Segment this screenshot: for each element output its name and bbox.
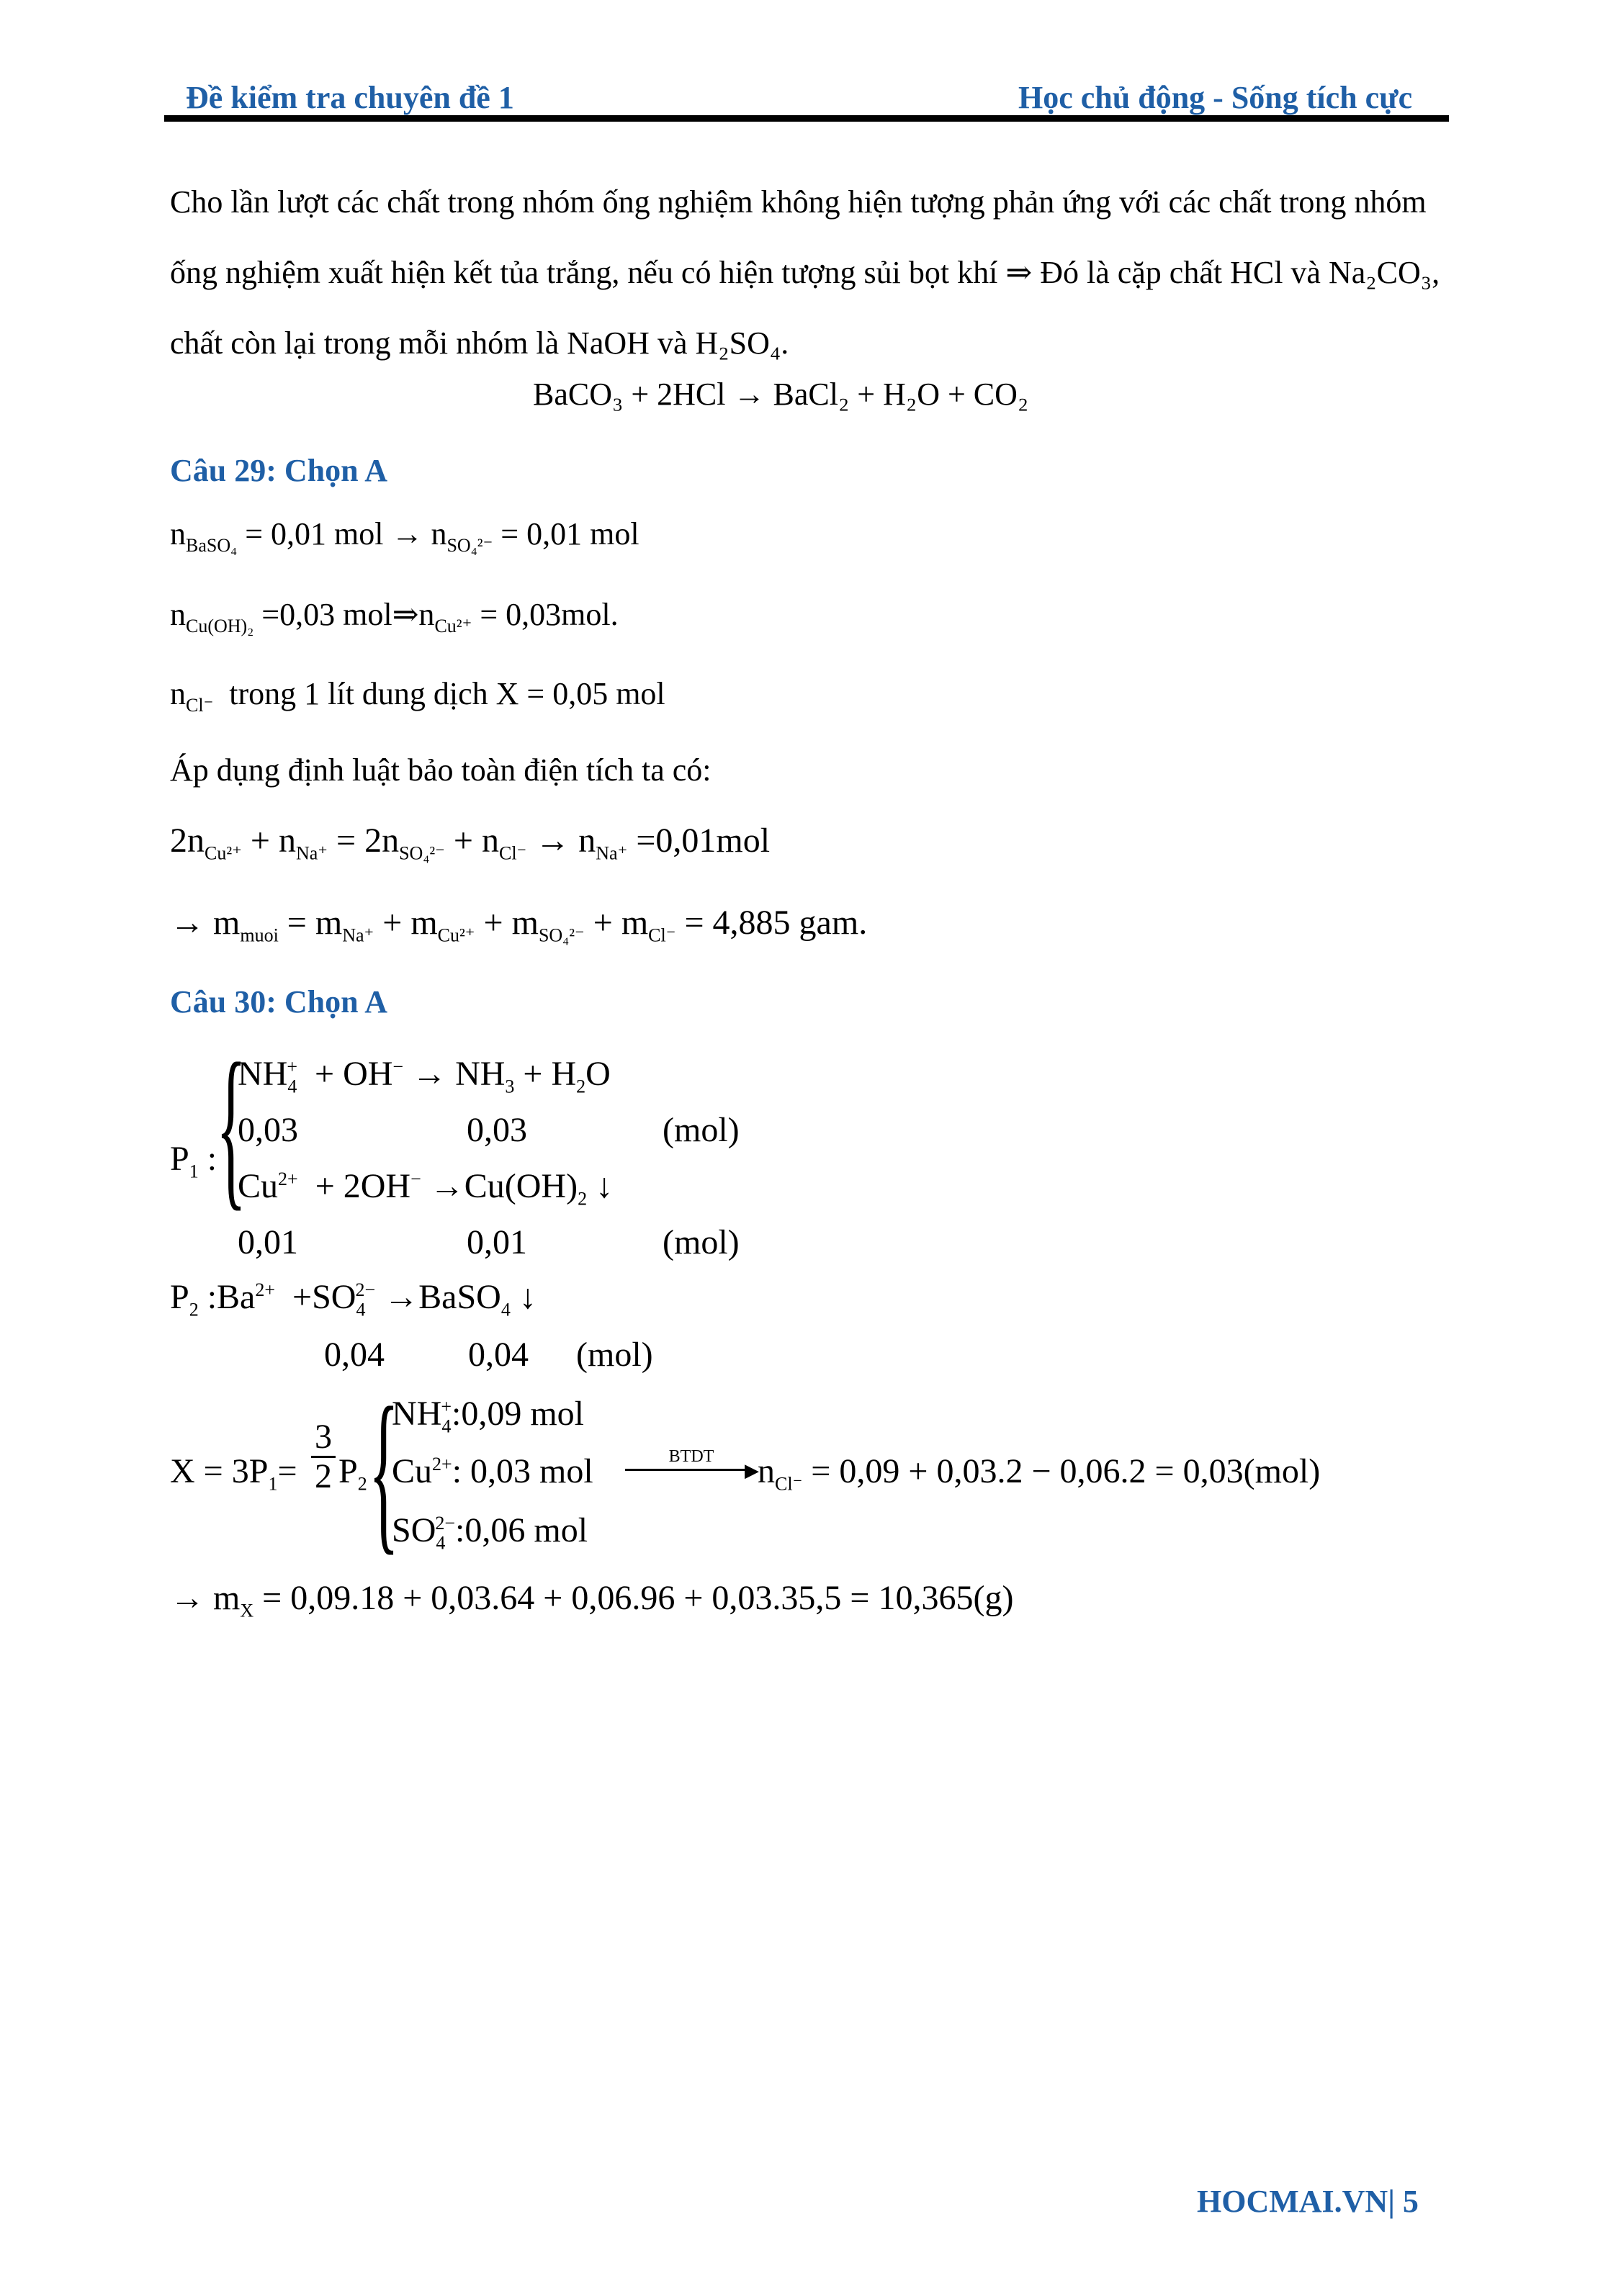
q29-line-5: $2n_{Cu^{2+}} + n_{Na^+} = 2n_{SO_4^{2-}} + n_{Cl^-} \to n_{Na^+} =0,01mol$ — [170, 821, 771, 864]
p1-row-1: $NH_4^+ + OH^- \to NH_3 + H_2O$ — [238, 1055, 611, 1097]
p1-row-2-b: 0,03 — [467, 1111, 527, 1149]
q29-l2b-value: 0,03mol. — [506, 597, 619, 632]
fraction-denominator: 2 — [315, 1457, 332, 1495]
q29-line-4: Áp dụng định luật bảo toàn điện tích ta có: — [170, 752, 712, 788]
intro-na2co3: Na₂CO₃ — [1328, 255, 1432, 290]
q29-l1-value: 0,01 mol — [271, 516, 384, 552]
intro-text-1: Cho lần lượt các chất trong nhóm ống nghiệm không hiện tượng phản ứng với các chất trong nhóm ống nghiệm xuất hiện kết tủa trắng, nếu có hiện tượng sủi bọt khí ⇒ Đó là cặp chất HCl và — [170, 184, 1427, 290]
footer — [1197, 2183, 1419, 2220]
q29-line-3: $n_{Cl^-}$ trong 1 lít dung dịch X = 0,05 mol — [170, 676, 665, 716]
mx-line: → $m_X = 0,09.18 + 0,03.64 + 0,06.96 + 0,03.35,5 = 10,365(g)$ — [170, 1579, 1014, 1621]
header-rule — [164, 115, 1449, 122]
q30-heading: Câu 30: Chọn A — [170, 984, 387, 1019]
x-brace: { — [369, 1371, 399, 1570]
x-nh4-value: :0,09 mol — [452, 1395, 585, 1433]
intro-equation: BaCO₃ + 2HCl → BaCl₂ + H₂O + CO₂ — [533, 377, 1029, 412]
x-so4-value: :0,06 mol — [455, 1511, 588, 1549]
q29-l1b-value: 0,01 mol — [526, 516, 639, 552]
intro-text-3: . — [781, 325, 789, 361]
p1-label: $P_1$ : — [170, 1140, 217, 1182]
x-row-nh4: $NH_4^+:0,09$ mol — [392, 1395, 585, 1437]
p1-row-4-b: 0,01 — [467, 1223, 527, 1261]
q29-l5-value: 0,01mol — [655, 821, 771, 860]
footer-separator: | — [1388, 2184, 1395, 2219]
x-row-so4: $SO_4^{2-}:0,06$ mol — [392, 1511, 588, 1554]
x-label: $X = 3P_1=$ — [170, 1452, 297, 1495]
fraction-numerator: 3 — [315, 1418, 332, 1456]
q29-l3-text: trong 1 lít dung dịch X = 0,05 mol — [229, 676, 665, 711]
x-row-cu: $Cu^{2+}$: 0,03 mol — [392, 1452, 593, 1490]
header-left-title: Đề kiểm tra chuyên đề 1 — [186, 80, 514, 115]
header-right-slogan: Học chủ động - Sống tích cực — [1018, 80, 1413, 115]
btdt-arrow-head: ▶ — [745, 1460, 759, 1481]
p1-row-2-mol: (mol) — [663, 1111, 740, 1149]
x-cu-value: : 0,03 mol — [452, 1452, 593, 1490]
intro-text-2: , chất còn lại trong mỗi nhóm là NaOH và — [170, 255, 1440, 361]
p1-row-4-a: 0,01 — [238, 1223, 298, 1261]
intro-h2so4: H₂SO₄ — [695, 325, 781, 361]
q29-line-6: → $m_{muoi} = m_{Na^+} + m_{Cu^{2+}} + m_{SO_4^{2-}} + m_{Cl^-} = 4,885$ gam. — [170, 904, 868, 946]
x-p2-label: $P_2$ — [338, 1452, 367, 1495]
footer-site: HOCMAI.VN — [1197, 2184, 1388, 2219]
p1-row-2-a: 0,03 — [238, 1111, 298, 1149]
p1-row-3: $Cu^{2+} + 2OH^- \to Cu(OH)_2$ ↓ — [238, 1167, 614, 1210]
p2-amount-b: 0,04 — [468, 1336, 529, 1374]
p1-row-4-mol: (mol) — [663, 1223, 740, 1261]
x-fraction — [311, 1418, 336, 1495]
x-result-value: = 0,09 + 0,03.2 − 0,06.2 = 0,03(mol) — [811, 1452, 1321, 1490]
p2-mol: (mol) — [576, 1336, 653, 1374]
p2-amount-a: 0,04 — [324, 1336, 385, 1374]
q29-line-2: $n_{Cu(OH)_2} =0,03$ $mol\Rightarrow n_{Cu^{2+}} = 0,03mol$. — [170, 597, 619, 636]
mx-value: = 0,09.18 + 0,03.64 + 0,06.96 + 0,03.35,5 = 10,365(g) — [262, 1579, 1014, 1617]
footer-page-number: 5 — [1402, 2184, 1419, 2219]
q29-heading: Câu 29: Chọn A — [170, 453, 387, 488]
q29-l2-value: 0,03 mol — [279, 597, 392, 632]
btdt-label: BTDT — [668, 1447, 714, 1466]
p1-brace: { — [216, 1027, 246, 1226]
q29-line-1: $n_{BaSO_4} = 0,01$ mol → $n_{SO_4^{2-}} = 0,01$ mol — [170, 516, 639, 556]
btdt-arrow-line — [625, 1469, 753, 1471]
q29-l6-value: 4,885 gam. — [712, 904, 868, 942]
p2-equation: $P_2$ $:Ba^{2+} +SO_4^{2-}$ →BaSO$_4$ ↓ — [170, 1278, 537, 1320]
x-result: $n_{Cl^-} = 0,09 + 0,03.2 - 0,06.2 = 0,03(mol)$ — [758, 1452, 1321, 1495]
intro-paragraph — [170, 167, 1449, 379]
